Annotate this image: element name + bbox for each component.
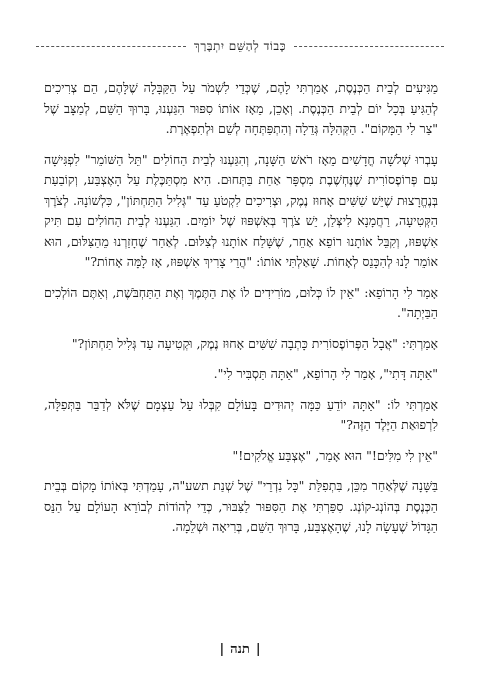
paragraph: אָמַרְתִּי: "אֲבָל הַפְּרוֹפֶסוֹרִית כָּתְבָה שִׁשִּׁים אָחוּז נֶמֶק, וּקְטִיעָה עַד גְּלִיל תַּחְתּוֹן?" [71,335,438,351]
paragraph: "אַתָּה דָּתִי", אָמַר לִי הָרוֹפֵא, "אַתָּה תַּסְבִּיר לִי". [213,366,438,381]
footer-bar-left: | [219,642,225,657]
paragraph: בַּשָּׁנָה שֶׁלְּאַחַר מִכֵּן, בִּתְפִלַּת "כָּל נִדְרֵי" שֶׁל שְׁנַת תשע"ה, עָמַדְתִּי בְּאוֹתוֹ מָקוֹם בְּבֵית הַכְּנֶסֶת בְּהוֹנְג-קוֹנְג. סִפַּרְתִּי אֶת הַסִּפּוּר לַצִּבּוּר, כְּדֵי לְהוֹדוֹת לְבוֹרֵא הָעוֹלָם עַל הַנֵּס הַגָּדוֹל שֶׁעָשָׂה לָנוּ, שֶׁהָאֶצְבַּע, בָּרוּךְ הַשֵּׁם, בְּרִיאָה וּשְׁלֵמָה. [44,478,438,534]
footer-bar-right: | [255,642,261,657]
header-title: כָּבוֹד לְהַשֵּׁם יִתְבָּרַךְ [193,38,287,53]
header-rule-right [294,46,444,47]
running-header [36,36,444,56]
page-footer [0,641,480,657]
header-rule-left [36,46,186,47]
page-number: תנה [230,642,250,657]
paragraph: אָמַרְתִּי לוֹ: "אַתָּה יוֹדֵעַ כַּמָּה יְהוּדִים בָּעוֹלָם קִבְּלוּ עַל עַצְמָם שֶׁלֹּא לְדַבֵּר בַּתְּפִלָּה, לִרְפוּאַת הַיֶּלֶד הַזֶּה?" [44,396,438,432]
page-body [44,78,438,548]
paragraph: "אֵין לִי מִלִּים!" הוּא אָמַר, "אֶצְבַּע אֱלֹקִים!" [232,447,438,463]
paragraph: מַגִּיעִים לְבֵית הַכְּנֶסֶת, אָמַרְתִּי לָהֶם, שֶׁכְּדֵי לִשְׁמֹר עַל הַקַּבָּלָה שֶׁלָּהֶם, הֵם צְרִיכִים לְהַגִּיעַ בְּכָל יוֹם לְבֵית הַכְּנֶסֶת. וְאָכֵן, מֵאָז אוֹתוֹ סִפּוּר הִגַּעְנוּ, בָּרוּךְ הַשֵּׁם, לְמַצָּב שֶׁל "צַר לִי הַמָּקוֹם". הַקְּהִלָּה גְּדֵלָה וְהִתְפַּתְּחָה לְשֵׁם וּלְתִפְאֶרֶת. [44,80,438,136]
paragraph: עָבְרוּ שְׁלֹשָׁה חֳדָשִׁים מֵאָז רֹאשׁ הַשָּׁנָה, וְהִגַּעְנוּ לְבֵית הַחוֹלִים "תֵּל הַשּׁוֹמֵר" לִפְגִּישָׁה עִם פְּרוֹפֶסוֹרִית שֶׁנֶּחְשֶׁבֶת מִסְפָּר אַחַת בַּתְּחוּם. הִיא מִסְתַּכֶּלֶת עַל הָאֶצְבַּע, וְקוֹבַעַת בְּנֶחֱרָצוּת שֶׁיֵּשׁ שִׁשִּׁים אָחוּז נֶמֶק, וּצְרִיכִים לִקְטֹעַ עַד "גְּלִיל הַתַּחְתּוֹן", כִּלְשׁוֹנָהּ. לְצֹרֶךְ הַקְּטִיעָה, רַחֲמָנָא לִיצְּלַן, יֵשׁ צֹרֶךְ בְּאִשְׁפּוּז שֶׁל יוֹמַיִם. הִגַּעְנוּ לְבֵית הַחוֹלִים עִם תִּיק אִשְׁפּוּז, וְקִבֵּל אוֹתָנוּ רוֹפֵא אַחֵר, שֶׁשָּׁלַח אוֹתָנוּ לְצִלּוּם. לְאַחַר שֶׁחָזַרְנוּ מֵהַצִּלּוּם, הוּא אוֹמֵר לָנוּ לְהִכָּנֵס לְאָחוֹת. שָׁאַלְתִּי אוֹתוֹ: "הֲרֵי צָרִיךְ אִשְׁפּוּז, אָז לָמָּה אָחוֹת?" [44,151,438,269]
paragraph: אָמַר לִי הָרוֹפֵא: "אֵין לוֹ כְּלוּם, מוֹרִידִים לוֹ אֶת הַתֶּמֶךְ וְאֶת הַתַּחְבֹּשֶׁת, וְאַתֶּם הוֹלְכִים הַבַּיְתָה". [44,284,438,320]
